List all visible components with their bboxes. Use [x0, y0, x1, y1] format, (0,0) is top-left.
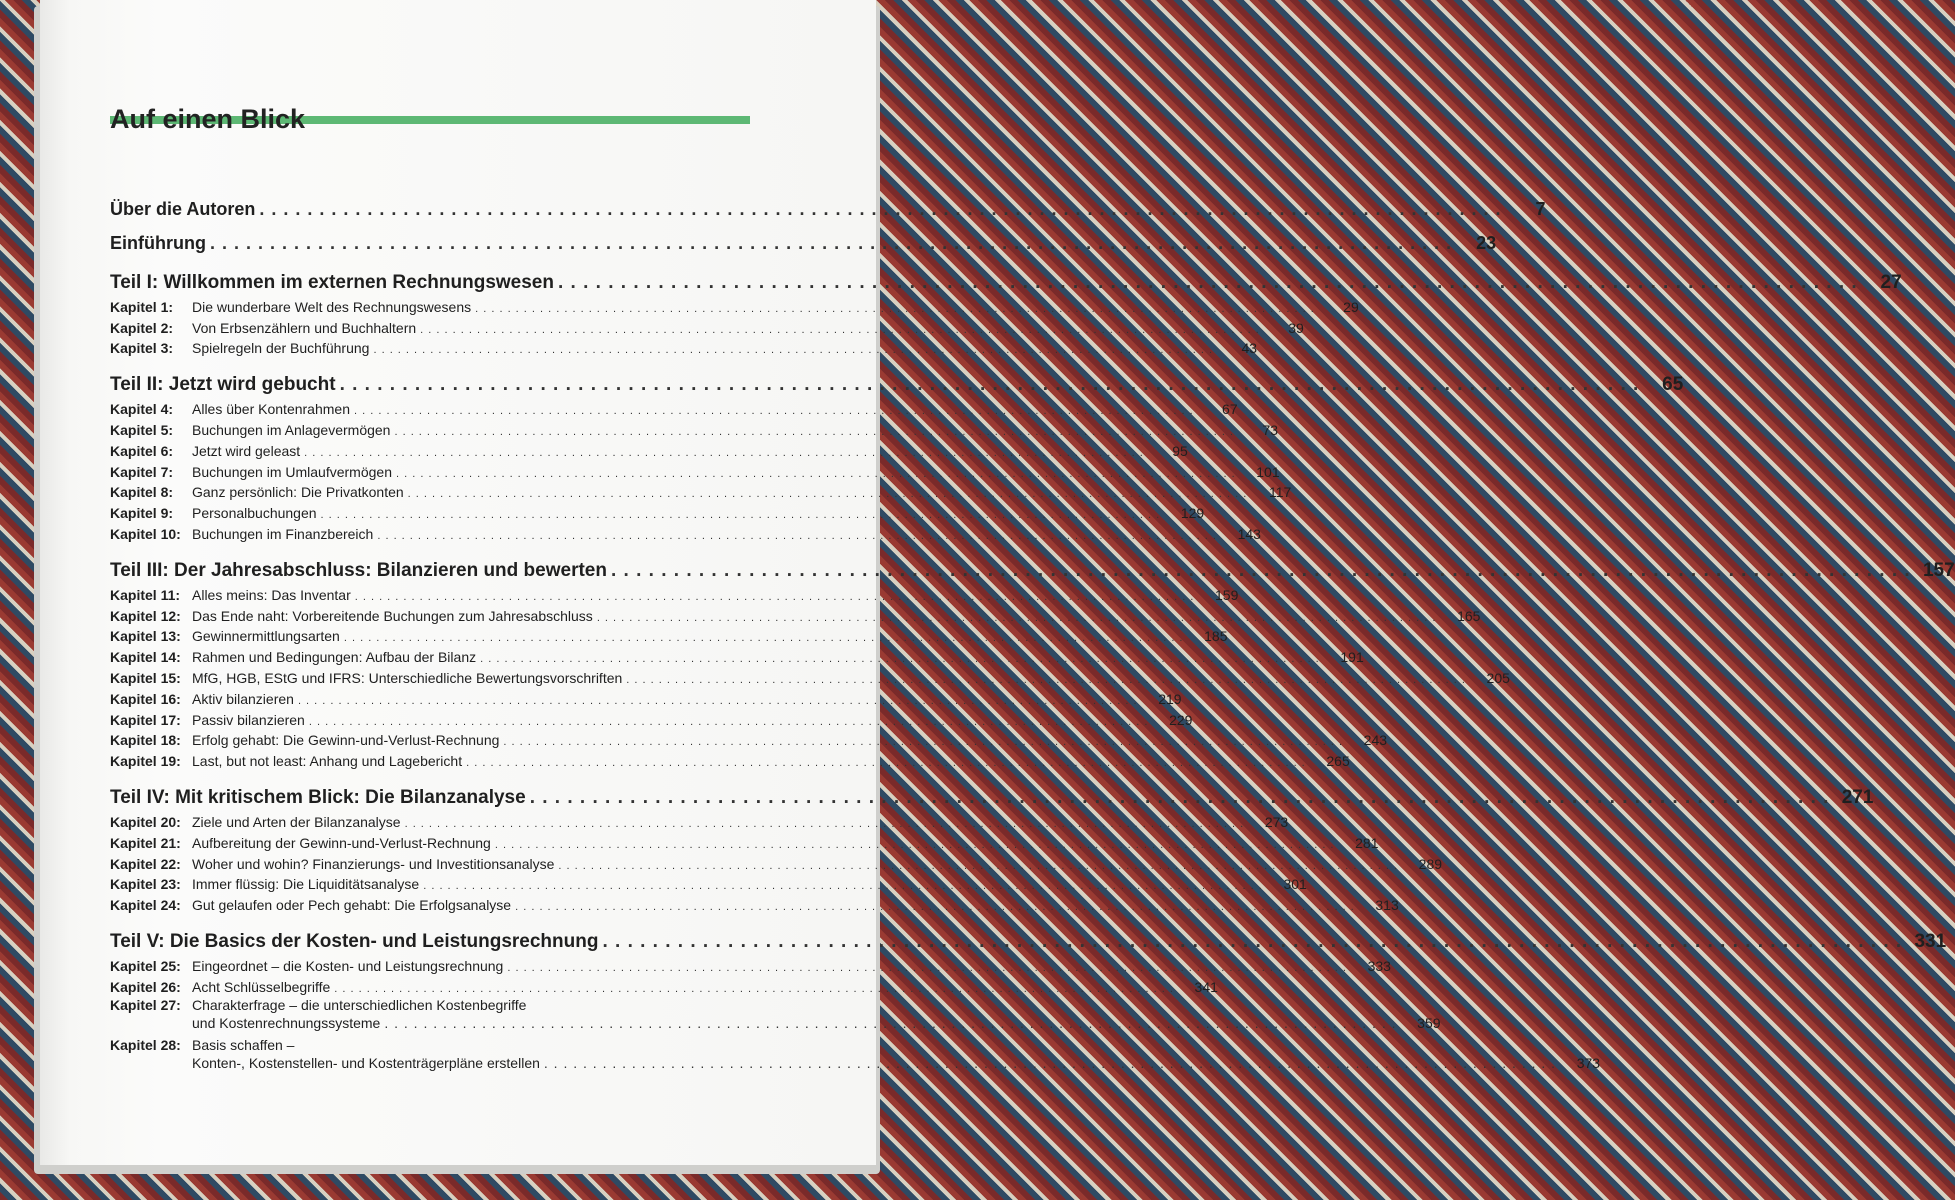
- dot-leader: [558, 272, 1858, 294]
- chapter-entry: [110, 974, 1218, 995]
- page-number: 341: [1194, 978, 1218, 995]
- entry-title: Eingeordnet – die Kosten- und Leistungsrechnung: [192, 957, 504, 974]
- entry-title: Die wunderbare Welt des Rechnungswesens: [192, 298, 472, 315]
- chapter-label: Kapitel 3:: [110, 340, 174, 357]
- entry-title: Passiv bilanzieren: [192, 711, 305, 728]
- page-number: 205: [1486, 669, 1510, 686]
- chapter-label: Kapitel 13:: [110, 628, 181, 645]
- page-number: 185: [1204, 628, 1228, 645]
- chapter-label: Kapitel 10:: [110, 525, 181, 542]
- chapter-entry: [110, 603, 1481, 624]
- chapter-entry: [110, 892, 1399, 914]
- chapter-entry: [110, 953, 1391, 974]
- chapter-label: Kapitel 8:: [110, 484, 174, 501]
- chapter-label: Kapitel 21:: [110, 834, 181, 851]
- dot-leader: [507, 958, 1347, 974]
- dot-leader: [321, 505, 1161, 521]
- page-number: 289: [1418, 855, 1443, 872]
- entry-title: Alles meins: Das Inventar: [192, 586, 351, 603]
- front-entry: [110, 186, 1546, 220]
- page-number: 301: [1283, 876, 1307, 893]
- page-number: 39: [1288, 319, 1304, 336]
- entry-title: Aufbereitung der Gewinn-und-Verlust-Rechnung: [192, 834, 491, 851]
- chapter-label: Kapitel 2:: [110, 319, 174, 336]
- chapter-entry: [110, 830, 1379, 851]
- chapter-entry: [110, 624, 1228, 645]
- dot-leader: [405, 814, 1245, 830]
- chapter-label: Kapitel 11:: [110, 586, 181, 603]
- chapter-entry: [110, 336, 1258, 357]
- entry-title-line1: Basis schaffen –: [192, 1036, 295, 1053]
- entry-title: Aktiv bilanzieren: [192, 690, 294, 707]
- entry-title: Gut gelaufen oder Pech gehabt: Die Erfolgsanalyse: [192, 897, 512, 914]
- dot-leader: [611, 560, 1911, 582]
- dot-leader: [373, 340, 1213, 356]
- entry-title: Über die Autoren: [110, 199, 256, 219]
- chapter-label: Kapitel 22:: [110, 855, 181, 872]
- page-number: 67: [1222, 401, 1238, 418]
- entry-title-line2-row: [192, 1015, 1441, 1035]
- chapter-label: Kapitel 14:: [110, 649, 181, 666]
- entry-title: Immer flüssig: Die Liquiditätsanalyse: [192, 876, 420, 893]
- page-number: 7: [1535, 199, 1546, 219]
- chapter-entry: [110, 644, 1364, 666]
- chapter-entry: [110, 748, 1350, 770]
- page-number: 359: [1417, 1014, 1441, 1031]
- page-number: 271: [1841, 787, 1874, 809]
- entry-title: Gewinnermittlungsarten: [192, 628, 340, 645]
- entry-title: Woher und wohin? Finanzierungs- und Investitionsanalyse: [192, 855, 555, 872]
- part-heading: [110, 266, 1902, 294]
- chapter-label: Kapitel 24:: [110, 897, 181, 914]
- page-number: 229: [1169, 711, 1193, 728]
- part-heading: [110, 554, 1955, 582]
- entry-title: Spielregeln der Buchführung: [192, 340, 370, 357]
- entry-title: Ziele und Arten der Bilanzanalyse: [192, 813, 401, 830]
- entry-title: Von Erbsenzählern und Buchhaltern: [192, 319, 417, 336]
- chapter-body: [192, 1035, 1600, 1075]
- dot-leader: [259, 199, 1501, 220]
- chapter-label: Kapitel 17:: [110, 711, 181, 728]
- entry-title: Teil V: Die Basics der Kosten- und Leistungsrechnung: [110, 931, 599, 953]
- dot-leader: [597, 608, 1437, 624]
- dot-leader: [602, 931, 1902, 953]
- page-number: 373: [1576, 1054, 1601, 1071]
- dot-leader: [298, 691, 1138, 707]
- dot-leader: [334, 979, 1174, 995]
- chapter-entry: [110, 851, 1443, 872]
- entry-title-line2-row: [192, 1055, 1600, 1075]
- dot-leader: [340, 374, 1640, 396]
- dot-leader: [309, 712, 1149, 728]
- chapter-label: Kapitel 27:: [110, 996, 181, 1013]
- chapter-entry: [110, 728, 1388, 749]
- page-number: 165: [1457, 607, 1481, 624]
- chapter-label: Kapitel 5:: [110, 421, 174, 438]
- dot-leader: [304, 443, 1144, 459]
- dot-leader: [475, 299, 1315, 315]
- page-number: 273: [1264, 813, 1289, 830]
- page-number: 101: [1256, 463, 1280, 480]
- entry-title: Einführung: [110, 233, 206, 253]
- page-number: 129: [1180, 505, 1205, 522]
- entry-title: Buchungen im Umlaufvermögen: [192, 463, 392, 480]
- chapter-entry: [110, 521, 1261, 542]
- entry-title: Alles über Kontenrahmen: [192, 401, 350, 418]
- chapter-entry: [110, 417, 1279, 438]
- dot-leader: [354, 401, 1194, 417]
- part-heading: [110, 368, 1684, 396]
- dot-leader: [480, 649, 1320, 665]
- page-number: 157: [1922, 559, 1955, 581]
- entry-title: MfG, HGB, EStG und IFRS: Unterschiedliche Bewertungsvorschriften: [192, 669, 623, 686]
- chapter-entry: [110, 315, 1304, 336]
- chapter-entry: [110, 686, 1182, 707]
- chapter-label: Kapitel 4:: [110, 401, 174, 418]
- dot-leader: [530, 787, 1830, 809]
- dot-leader: [355, 587, 1195, 603]
- entry-title: Teil III: Der Jahresabschluss: Bilanzieren und bewerten: [110, 559, 607, 581]
- chapter-entry: [110, 809, 1289, 830]
- entry-title: Acht Schlüsselbegriffe: [192, 978, 331, 995]
- chapter-label: Kapitel 9:: [110, 505, 174, 522]
- page-number: 243: [1363, 732, 1388, 749]
- dot-leader: [377, 526, 1217, 542]
- chapter-entry: [110, 294, 1359, 315]
- chapter-label: Kapitel 20:: [110, 813, 181, 830]
- chapter-label: Kapitel 15:: [110, 669, 181, 686]
- dot-leader: [408, 484, 1248, 500]
- book-page: [40, 0, 1955, 1165]
- chapter-label: Kapitel 28:: [110, 1036, 181, 1053]
- entry-title: Teil II: Jetzt wird gebucht: [110, 374, 336, 396]
- page-number: 219: [1158, 690, 1182, 707]
- entry-title: Erfolg gehabt: Die Gewinn-und-Verlust-Rechnung: [192, 732, 500, 749]
- entry-title: Jetzt wird geleast: [192, 442, 301, 459]
- entry-title: Teil I: Willkommen im externen Rechnungswesen: [110, 272, 554, 293]
- page-title: Auf einen Blick: [110, 104, 306, 134]
- dot-leader: [558, 856, 1398, 872]
- page-number: 281: [1355, 834, 1379, 851]
- entry-title: Rahmen und Bedingungen: Aufbau der Bilanz: [192, 649, 477, 666]
- page-number: 73: [1262, 421, 1279, 438]
- page-number: 331: [1914, 931, 1947, 953]
- chapter-entry: [110, 459, 1280, 480]
- heading-block: [110, 104, 750, 150]
- dot-leader: [394, 422, 1234, 438]
- page-number: 265: [1326, 753, 1350, 770]
- entry-title-line1: Charakterfrage – die unterschiedlichen Kostenbegriffe: [192, 996, 527, 1013]
- entry-title-line2: Konten-, Kostenstellen- und Kostenträgerpläne erstellen: [192, 1054, 540, 1071]
- part-heading: [110, 925, 1947, 953]
- page-number: 159: [1215, 586, 1239, 603]
- dot-leader: [544, 1055, 1556, 1071]
- dot-leader: [210, 233, 1452, 254]
- chapter-label: Kapitel 23:: [110, 876, 181, 893]
- chapter-entry: [110, 500, 1205, 522]
- page-number: 23: [1476, 233, 1497, 253]
- entry-title: Teil IV: Mit kritischem Blick: Die Bilanzanalyse: [110, 787, 526, 809]
- dot-leader: [515, 897, 1355, 913]
- chapter-entry: [110, 438, 1188, 459]
- page-number: 43: [1241, 340, 1258, 357]
- entry-title: Personalbuchungen: [192, 505, 317, 522]
- chapter-entry: [110, 707, 1193, 728]
- table-of-contents: [110, 186, 1955, 1075]
- chapter-entry: [110, 995, 1441, 1035]
- page-number: 95: [1172, 442, 1188, 459]
- page-number: 27: [1880, 272, 1902, 293]
- chapter-label: Kapitel 16:: [110, 690, 181, 707]
- chapter-entry: [110, 480, 1292, 501]
- front-entry: [110, 220, 1497, 254]
- chapter-label: Kapitel 12:: [110, 607, 181, 624]
- dot-leader: [396, 464, 1236, 480]
- dot-leader: [503, 732, 1343, 748]
- entry-title: Das Ende naht: Vorbereitende Buchungen zum Jahresabschluss: [192, 607, 593, 624]
- chapter-label: Kapitel 6:: [110, 442, 174, 459]
- chapter-entry: [110, 582, 1239, 603]
- chapter-label: Kapitel 1:: [110, 298, 174, 315]
- dot-leader: [344, 628, 1184, 644]
- dot-leader: [626, 670, 1466, 686]
- dot-leader: [423, 876, 1263, 892]
- page-number: 65: [1662, 374, 1684, 396]
- chapter-label: Kapitel 26:: [110, 978, 181, 995]
- page-number: 333: [1367, 957, 1391, 974]
- entry-title: Buchungen im Finanzbereich: [192, 525, 374, 542]
- chapter-label: Kapitel 7:: [110, 463, 174, 480]
- page-number: 143: [1237, 525, 1261, 542]
- dot-leader: [495, 835, 1335, 851]
- chapter-label: Kapitel 18:: [110, 732, 181, 749]
- dot-leader: [420, 320, 1260, 336]
- chapter-body: [192, 995, 1441, 1035]
- dot-leader: [466, 753, 1306, 769]
- chapter-entry: [110, 872, 1307, 893]
- part-heading: [110, 781, 1874, 809]
- entry-title: Buchungen im Anlagevermögen: [192, 421, 391, 438]
- chapter-entry: [110, 1035, 1601, 1075]
- chapter-label: Kapitel 25:: [110, 957, 181, 974]
- dot-leader: [384, 1015, 1396, 1031]
- chapter-entry: [110, 665, 1510, 686]
- page-number: 117: [1268, 484, 1292, 501]
- chapter-entry: [110, 396, 1238, 418]
- entry-title: Ganz persönlich: Die Privatkonten: [192, 484, 404, 501]
- entry-title-line2: und Kostenrechnungssysteme: [192, 1014, 381, 1031]
- entry-title: Last, but not least: Anhang und Lagebericht: [192, 753, 463, 770]
- chapter-label: Kapitel 19:: [110, 753, 181, 770]
- page-number: 29: [1343, 298, 1359, 315]
- page-number: 191: [1340, 649, 1364, 666]
- page-number: 313: [1375, 897, 1399, 914]
